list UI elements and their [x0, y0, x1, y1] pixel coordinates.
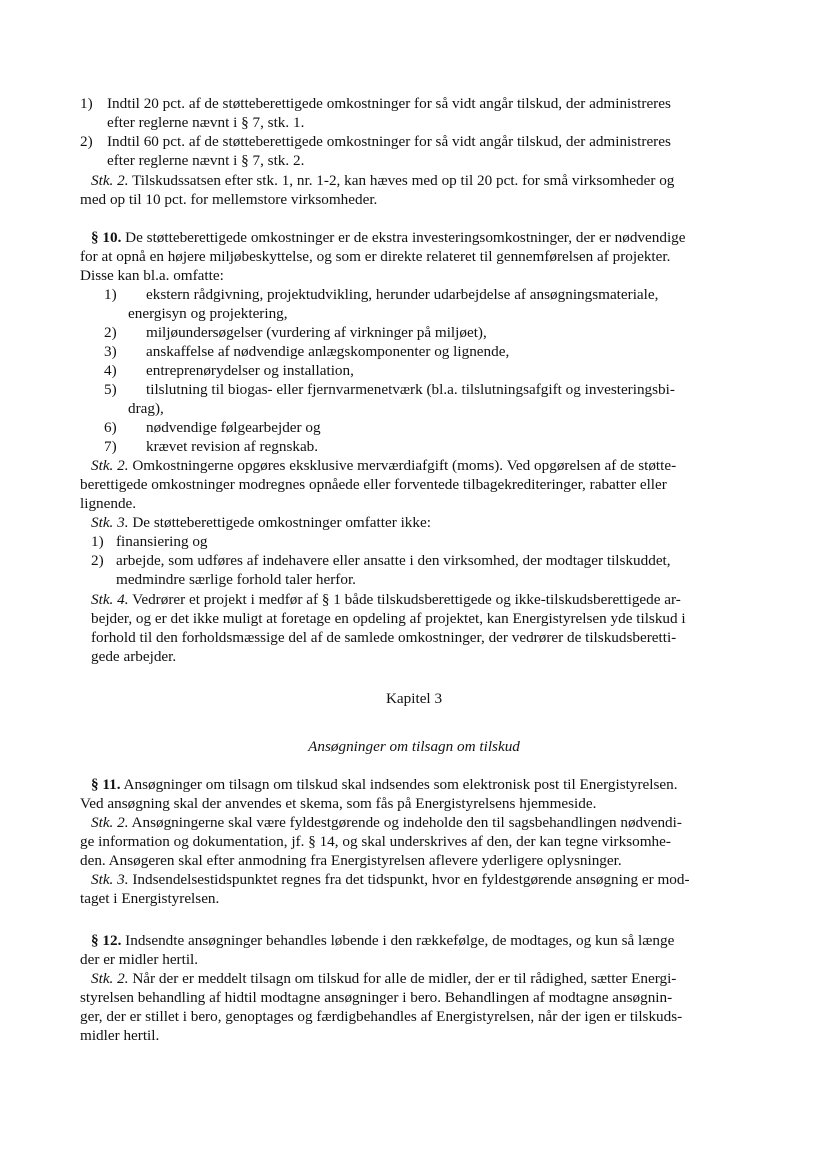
section-12-heading-line — [91, 931, 674, 950]
list-number: 2) — [80, 133, 93, 150]
paragraph-line: styrelsen behandling af hidtil modtagne ansøgninger i bero. Behandlingen af modtagne ansøgnin- — [80, 989, 673, 1006]
list-item-text: arbejde, som udføres af indehavere eller ansatte i den virksomhed, der modtager tilskuddet, — [116, 552, 671, 569]
stk-label: Stk. 2. — [91, 814, 129, 831]
paragraph-text: Ansøgningerne skal være fyldestgørende og indeholde den til sagsbehandlingen nødvendi- — [128, 814, 682, 831]
list-number: 7) — [104, 438, 117, 455]
chapter-label: Kapitel 3 — [385, 690, 443, 707]
stk-label: Stk. 2. — [91, 172, 129, 189]
list-item-text: Indtil 60 pct. af de støtteberettigede omkostninger for så vidt angår tilskud, der administreres — [107, 133, 671, 150]
paragraph-text: Indsendte ansøgninger behandles løbende i den rækkefølge, de modtages, og kun så længe — [121, 932, 675, 949]
section-11-heading-line — [91, 775, 678, 794]
list-item-text: finansiering og — [116, 533, 208, 550]
paragraph-line: med op til 10 pct. for mellemstore virksomheder. — [80, 191, 378, 208]
list-item-text: krævet revision af regnskab. — [146, 438, 319, 455]
list-number: 3) — [104, 343, 117, 360]
paragraph-line: ge information og dokumentation, jf. § 14, og skal underskrives af den, der kan tegne virksomhe- — [80, 833, 671, 850]
paragraph-line: berettigede omkostninger modregnes opnåede eller forventede tilbagekrediteringer, rabatter eller — [80, 476, 667, 493]
paragraph-line — [91, 171, 674, 190]
list-number: 2) — [104, 324, 117, 341]
paragraph-text: Ansøgninger om tilsagn om tilskud skal indsendes som elektronisk post til Energistyrelsen. — [120, 776, 678, 793]
paragraph-line: den. Ansøgeren skal efter anmodning fra Energistyrelsen aflevere yderligere oplysninger. — [80, 852, 622, 869]
list-item-text: efter reglerne nævnt i § 7, stk. 2. — [107, 152, 305, 169]
stk-label: Stk. 2. — [91, 457, 129, 474]
section-number: § 12. — [91, 932, 122, 949]
list-item-text: efter reglerne nævnt i § 7, stk. 1. — [107, 114, 305, 131]
list-number: 4) — [104, 362, 117, 379]
paragraph-text: Når der er meddelt tilsagn om tilskud for alle de midler, der er til rådighed, sætter Energi- — [128, 970, 677, 987]
list-number: 1) — [80, 95, 93, 112]
paragraph-text: Tilskudssatsen efter stk. 1, nr. 1-2, kan hæves med op til 20 pct. for små virksomheder og — [128, 172, 675, 189]
list-item-text: anskaffelse af nødvendige anlægskomponenter og lignende, — [146, 343, 510, 360]
list-item-text: ekstern rådgivning, projektudvikling, herunder udarbejdelse af ansøgningsmateriale, — [146, 286, 659, 303]
paragraph-text: Vedrører et projekt i medfør af § 1 både tilskudsberettigede og ikke-tilskudsberettigede ar- — [128, 591, 681, 608]
list-item-text: medmindre særlige forhold taler herfor. — [116, 571, 356, 588]
paragraph-line: ger, der er stillet i bero, genoptages og færdigbehandles af Energistyrelsen, når der igen er tilskuds- — [80, 1008, 683, 1025]
list-item-text: tilslutning til biogas- eller fjernvarmenetværk (bl.a. tilslutningsafgift og investeringsbi- — [146, 381, 675, 398]
paragraph-line: taget i Energistyrelsen. — [80, 890, 220, 907]
paragraph-line — [91, 590, 681, 609]
list-number: 1) — [104, 286, 117, 303]
stk-label: Stk. 2. — [91, 970, 129, 987]
paragraph-line: lignende. — [80, 495, 137, 512]
paragraph-line: Disse kan bl.a. omfatte: — [80, 267, 224, 284]
paragraph-line: for at opnå en højere miljøbeskyttelse, og som er direkte relateret til gennemførelsen af projekter. — [80, 248, 671, 265]
paragraph-text: Indsendelsestidspunktet regnes fra det tidspunkt, hvor en fyldestgørende ansøgning er mod- — [128, 871, 690, 888]
paragraph-line: der er midler hertil. — [80, 951, 199, 968]
stk-label: Stk. 3. — [91, 514, 129, 531]
paragraph-text: Omkostningerne opgøres eksklusive merværdiafgift (moms). Ved opgørelsen af de støtte- — [128, 457, 677, 474]
paragraph-line — [91, 969, 676, 988]
list-number: 1) — [91, 533, 104, 550]
paragraph-line: Ved ansøgning skal der anvendes et skema, som fås på Energistyrelsens hjemmeside. — [80, 795, 597, 812]
section-number: § 11. — [91, 776, 121, 793]
list-item-text: entreprenørydelser og installation, — [146, 362, 354, 379]
stk-label: Stk. 3. — [91, 871, 129, 888]
stk-label: Stk. 4. — [91, 591, 129, 608]
paragraph-line — [91, 870, 690, 889]
section-10-heading-line — [91, 228, 686, 247]
paragraph-line: gede arbejder. — [91, 648, 177, 665]
list-number: 2) — [91, 552, 104, 569]
paragraph-line — [91, 456, 676, 475]
chapter-title: Ansøgninger om tilsagn om tilskud — [308, 738, 520, 755]
list-item-text: miljøundersøgelser (vurdering af virkninger på miljøet), — [146, 324, 487, 341]
list-number: 6) — [104, 419, 117, 436]
list-item-text: energisyn og projektering, — [128, 305, 288, 322]
paragraph-text: De støtteberettigede omkostninger omfatter ikke: — [128, 514, 431, 531]
paragraph-line — [91, 513, 431, 532]
paragraph-line: forhold til den forholdsmæssige del af de samlede omkostninger, der vedrører de tilskudsberetti- — [91, 629, 677, 646]
list-item-text: nødvendige følgearbejder og — [146, 419, 321, 436]
paragraph-line — [91, 813, 682, 832]
paragraph-text: De støtteberettigede omkostninger er de ekstra investeringsomkostninger, der er nødvendige — [121, 229, 686, 246]
paragraph-line: midler hertil. — [80, 1027, 160, 1044]
list-item-text: drag), — [128, 400, 164, 417]
list-item-text: Indtil 20 pct. af de støtteberettigede omkostninger for så vidt angår tilskud, der administreres — [107, 95, 671, 112]
paragraph-line: bejder, og er det ikke muligt at foretage en opdeling af projektet, kan Energistyrelsen yde tilskud i — [91, 610, 686, 627]
list-number: 5) — [104, 381, 117, 398]
section-number: § 10. — [91, 229, 122, 246]
